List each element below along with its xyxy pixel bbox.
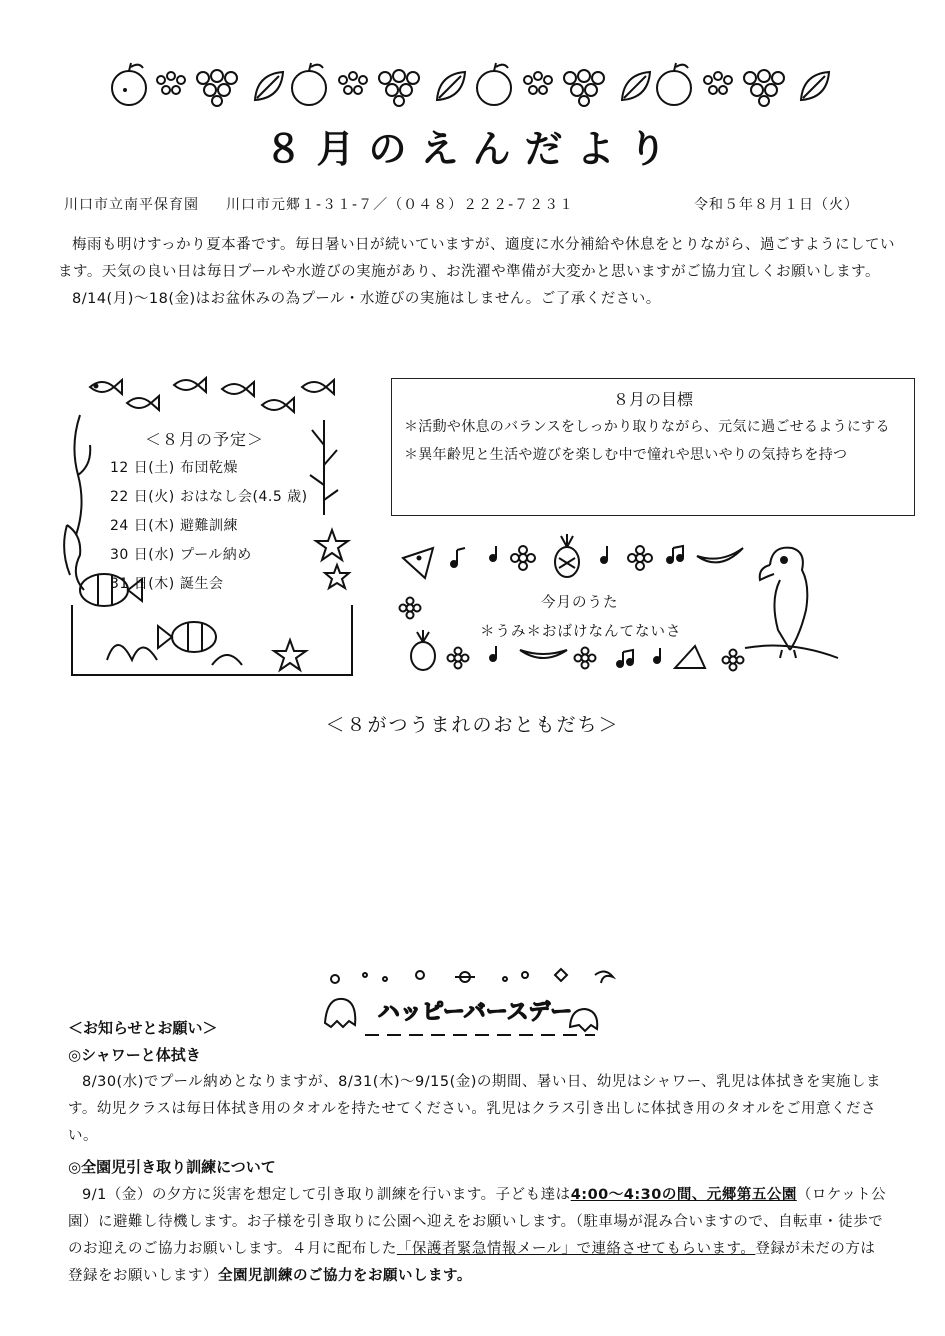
grapes-icon (564, 70, 604, 106)
org-address: 川口市元郷１-３１-７／（０４８）２２２-７２３１ (226, 197, 575, 213)
fish-icon (127, 396, 159, 410)
issue-date: 令和５年８月１日（火） (694, 197, 859, 213)
schedule-item (110, 512, 308, 541)
schedule-event: おはなし会(4.5 歳) (180, 489, 308, 505)
schedule-event: プール納め (180, 547, 252, 563)
shower-title: ◎シャワーと体拭き (68, 1046, 201, 1064)
coral-icon (310, 420, 338, 515)
shower-paragraph: 8/30(水)でプール納めとなりますが、8/31(木)～9/15(金)の期間、暑い日、幼児はシャワー、乳児は体拭きを実施します。幼児クラスは毎日体拭き用のタオルを持たせてください。乳児はクラス引き出しに体拭き用のタオルをご用意ください。 (68, 1074, 882, 1144)
schedule-date: 24 日(木) (110, 518, 175, 534)
leaf-icon (801, 72, 829, 100)
apple-icon (657, 63, 691, 105)
intro-section (58, 232, 898, 313)
leaf-icon (622, 72, 650, 100)
leaf-icon (437, 72, 465, 100)
schedule-item (110, 541, 308, 570)
shell-icon (64, 525, 84, 590)
drill-title: ◎全園児引き取り訓練について (68, 1158, 276, 1176)
grapes-icon (744, 70, 784, 106)
banana-icon (697, 548, 743, 562)
apple-icon (112, 63, 146, 105)
org-name: 川口市立南平保育園 (64, 197, 199, 213)
goal-item: ＊活動や休息のバランスをしっかり取りながら、元気に過ごせるようにする (404, 419, 890, 435)
birthday-banner-text: ハッピーバースデー (377, 1000, 573, 1025)
ghost-icon (570, 1009, 597, 1031)
schedule-date: 12 日(土) (110, 460, 175, 476)
fish-icon (90, 380, 122, 394)
flower-icon (400, 598, 421, 619)
flower-icon (448, 648, 469, 669)
fish-icon (262, 398, 294, 412)
grapes-icon (339, 72, 367, 94)
music-note-icon (617, 650, 633, 667)
drill-email-note: 「保護者緊急情報メール」で連絡させてもらいます。 (396, 1241, 756, 1257)
grapes-icon (197, 70, 237, 106)
starfish-icon (316, 530, 348, 560)
fish-icon (158, 622, 216, 652)
shower-text (68, 1069, 888, 1150)
flower-icon (575, 648, 596, 669)
flower-icon (628, 546, 652, 570)
grapes-icon (524, 72, 552, 94)
pineapple-icon (555, 534, 579, 577)
schedule-title: ＜８月の予定＞ (145, 430, 265, 449)
drill-closing: 全園児訓練のご協力をお願いします。 (218, 1268, 472, 1284)
schedule-event: 避難訓練 (180, 518, 238, 534)
goal-item: ＊異年齢児と生活や遊びを楽しむ中で憧れや思いやりの気持ちを持つ (404, 447, 848, 463)
drill-text (68, 1182, 888, 1290)
music-note-icon (451, 548, 465, 567)
song-label: 今月のうた (541, 595, 619, 611)
birthday-heading: ＜８がつうまれのおともだち＞ (325, 714, 620, 736)
leaf-icon (255, 72, 283, 100)
apple-icon (292, 63, 326, 105)
watermelon-icon (675, 646, 705, 668)
schedule-item (110, 570, 308, 599)
music-note-icon (490, 646, 496, 661)
star-decor-icon (331, 969, 613, 983)
schedule-item (110, 483, 308, 512)
schedule-date: 22 日(火) (110, 489, 175, 505)
drill-text-part: 9/1（金）の夕方に災害を想定して引き取り訓練を行います。子ども達は (82, 1187, 571, 1203)
schedule-date: 30 日(水) (110, 547, 175, 563)
intro-paragraph: 梅雨も明けすっかり夏本番です。毎日暑い日が続いていますが、適度に水分補給や休息をとりながら、過ごすようにしています。天気の良い日は毎日プールや水遊びの実施があり、お洗濯や準備が大変かと思いますがご協力宜しくお願いします。 (58, 237, 895, 280)
coral-icon (74, 415, 90, 535)
flower-icon (511, 546, 535, 570)
fish-icon (222, 382, 254, 396)
starfish-icon (325, 565, 349, 588)
goal-title: ８月の目標 (612, 390, 693, 409)
goal-lines (404, 413, 904, 469)
watermelon-icon (403, 548, 433, 578)
ghost-icon (325, 999, 355, 1027)
birthday-banner (305, 965, 635, 1045)
monthly-goal-box (391, 378, 915, 516)
schedule-date: 31 日(木) (110, 576, 175, 592)
notice-title: ＜お知らせとお願い＞ (68, 1019, 218, 1037)
starfish-icon (274, 640, 306, 670)
schedule-event: 誕生会 (180, 576, 224, 592)
music-note-icon (654, 648, 660, 663)
page-title: ８月のえんだより (264, 127, 681, 171)
music-note-icon (490, 546, 496, 561)
drill-text-part: （ロケット公園）に避難し待機します。お子様を引き取りに公園へ迎えをお願いします。（駐車場が混み合いますので、自転車・徒歩でのお迎えのご協力お願いします。４月に配布した (68, 1187, 887, 1257)
grapes-icon (379, 70, 419, 106)
intro-note: 8/14(月)～18(金)はお盆休みの為プール・水遊びの実施はしません。ご了承ください。 (72, 291, 661, 307)
fish-icon (302, 380, 334, 394)
schedule-list (110, 454, 308, 599)
music-note-icon (601, 546, 607, 563)
song-name: ＊うみ＊おばけなんてないさ (480, 624, 682, 640)
banana-icon (520, 650, 567, 658)
grapes-icon (157, 72, 185, 94)
drill-text-part: 登録が未だの方は登録をお願いします） (68, 1241, 876, 1284)
music-note-icon (667, 546, 683, 563)
pineapple-icon (411, 630, 435, 670)
drill-paragraph (68, 1182, 888, 1290)
drill-time-place: 4:00～4:30の間、元郷第五公園 (570, 1187, 797, 1203)
schedule-event: 布団乾燥 (180, 460, 238, 476)
apple-icon (477, 63, 511, 105)
fish-icon (174, 378, 206, 392)
parrot-icon (740, 540, 840, 670)
grapes-icon (704, 72, 732, 94)
schedule-item (110, 454, 308, 483)
fruit-border (105, 60, 835, 110)
